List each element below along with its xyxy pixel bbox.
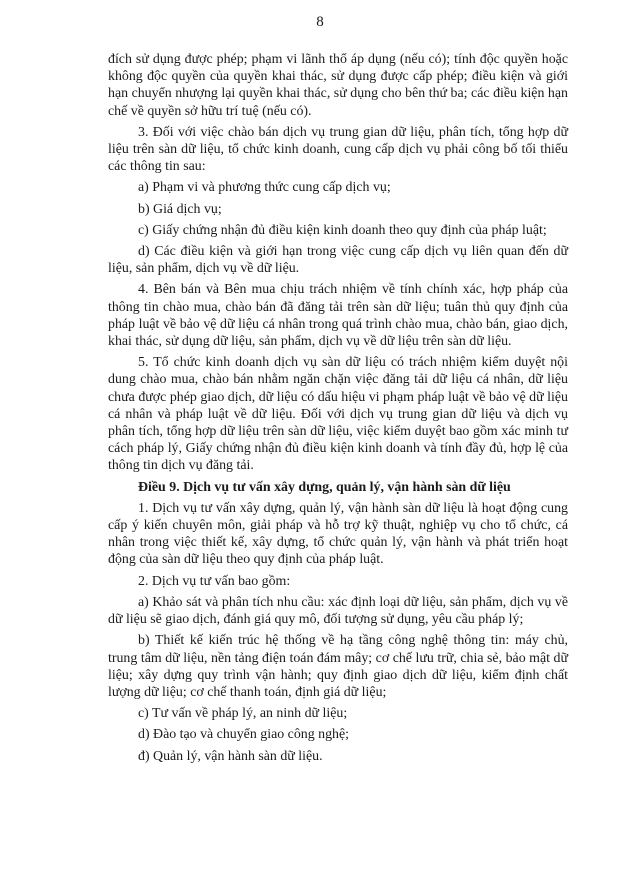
article-9-item-a: a) Khảo sát và phân tích nhu cầu: xác định loại dữ liệu, sản phẩm, dịch vụ về dữ liệu sẽ giao dịch, đánh giá quy mô, đối tượng sử dụng, yêu cầu pháp lý;	[108, 594, 568, 628]
clause-3: 3. Đối với việc chào bán dịch vụ trung gian dữ liệu, phân tích, tổng hợp dữ liệu trên sàn dữ liệu, tổ chức kinh doanh, cung cấp dịch vụ phải công bố tối thiểu các thông tin sau:	[108, 124, 568, 175]
article-9-item-dd: đ) Quản lý, vận hành sàn dữ liệu.	[138, 748, 323, 764]
page-number: 8	[316, 14, 324, 30]
article-9-item-c: c) Tư vấn về pháp lý, an ninh dữ liệu;	[138, 706, 348, 722]
document-body	[108, 51, 568, 769]
article-9-item-b: b) Thiết kế kiến trúc hệ thống về hạ tầng công nghệ thông tin: máy chủ, trung tâm dữ liệu, nền tảng điện toán đám mây; cơ chế lưu trữ, chia sẻ, bảo mật dữ liệu; xây dựng quy trình vận hành; quy định giao dịch dữ liệu, kiểm định chất lượng dữ liệu; cơ chế thanh toán, định giá dữ liệu;	[108, 633, 568, 700]
article-9-clause-1: 1. Dịch vụ tư vấn xây dựng, quản lý, vận hành sàn dữ liệu là hoạt động cung cấp ý kiến chuyên môn, giải pháp và hỗ trợ kỹ thuật, nghiệp vụ cho tổ chức, cá nhân trong việc thiết kế, xây dựng, tổ chức quản lý, vận hành và phát triển hoạt động của sàn dữ liệu theo quy định của pháp luật.	[108, 500, 568, 568]
article-9-item-d: d) Đào tạo và chuyển giao công nghệ;	[138, 727, 349, 743]
article-9-clause-2: 2. Dịch vụ tư vấn bao gồm:	[138, 573, 291, 589]
clause-3-item-a: a) Phạm vi và phương thức cung cấp dịch vụ;	[138, 180, 391, 196]
clause-5: 5. Tổ chức kinh doanh dịch vụ sàn dữ liệu có trách nhiệm kiểm duyệt nội dung chào mua, chào bán nhằm ngăn chặn việc đăng tải dữ liệu cá nhân, dữ liệu chưa được phép giao dịch, dữ liệu có dấu hiệu vi phạm pháp luật về bảo vệ dữ liệu cá nhân và pháp luật về dữ liệu. Đối với dịch vụ trung gian dữ liệu và dịch vụ phân tích, tổng hợp dữ liệu trên sàn dữ liệu, việc kiểm duyệt bao gồm xác minh tư cách pháp lý, Giấy chứng nhận đủ điều kiện kinh doanh và tính đầy đủ, hợp lệ của thông tin dịch vụ đăng tải.	[108, 355, 568, 474]
paragraph-continuation: đích sử dụng được phép; phạm vi lãnh thổ áp dụng (nếu có); tính độc quyền hoặc không độc quyền của quyền khai thác, sử dụng được cấp phép; điều kiện và giới hạn chuyển nhượng lại quyền khai thác, sử dụng cho bên thứ ba; các điều kiện hạn chế về quyền sở hữu trí tuệ (nếu có).	[108, 52, 568, 119]
clause-3-item-d: d) Các điều kiện và giới hạn trong việc cung cấp dịch vụ liên quan đến dữ liệu, sản phẩm, dịch vụ về dữ liệu.	[108, 244, 568, 277]
article-heading: Điều 9. Dịch vụ tư vấn xây dựng, quản lý, vận hành sàn dữ liệu	[138, 479, 511, 495]
clause-4: 4. Bên bán và Bên mua chịu trách nhiệm về tính chính xác, hợp pháp của thông tin chào mua, chào bán đã đăng tải trên sàn dữ liệu; tuân thủ quy định của pháp luật về bảo vệ dữ liệu cá nhân trong quá trình chào mua, chào bán, giao dịch, khai thác, sử dụng dữ liệu, sản phẩm, dịch vụ về dữ liệu trên sàn dữ liệu.	[108, 282, 568, 350]
clause-3-item-b: b) Giá dịch vụ;	[138, 201, 222, 217]
clause-3-item-c: c) Giấy chứng nhận đủ điều kiện kinh doanh theo quy định của pháp luật;	[138, 222, 547, 238]
